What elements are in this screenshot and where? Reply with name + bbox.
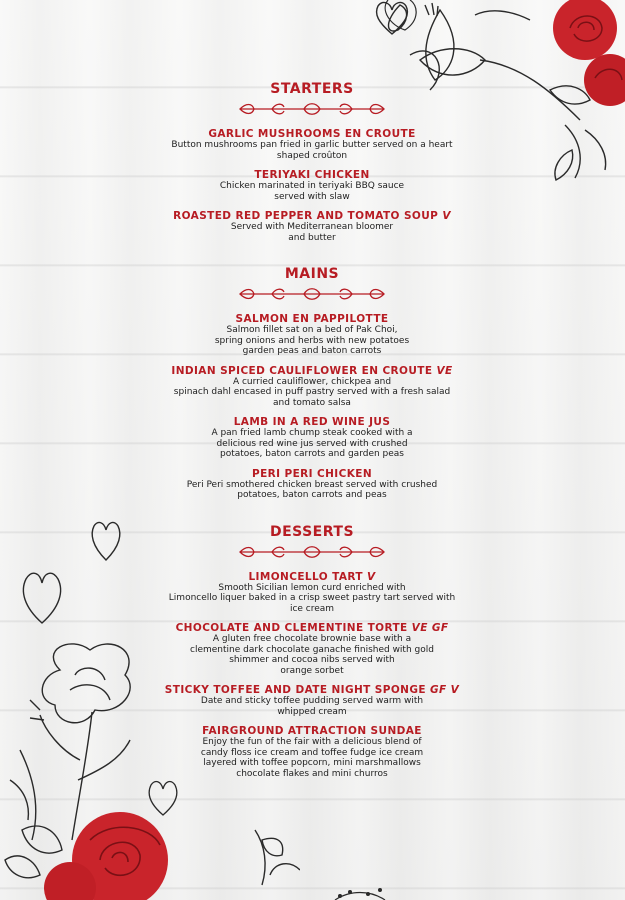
item-description: A pan fried lamb chump steak cooked with a delicious red wine jus served with crushed potatoes, baton carrots and garden peas: [211, 428, 413, 459]
menu-item: [112, 313, 512, 357]
item-name: SALMON EN PAPPILOTTE: [235, 313, 389, 325]
item-name: LIMONCELLO TART V: [248, 570, 376, 583]
section-title: DESSERTS: [269, 523, 355, 540]
sprig-icon: [330, 880, 390, 900]
item-name: GARLIC MUSHROOMS EN CROUTE: [208, 128, 416, 140]
section-title: MAINS: [284, 266, 340, 282]
item-name: PERI PERI CHICKEN: [251, 467, 373, 480]
item-name: TERIYAKI CHICKEN: [254, 169, 370, 181]
menu-item: [112, 571, 512, 615]
item-description: Chicken marinated in teriyaki BBQ sauce served with slaw: [219, 181, 405, 202]
menu-item: [112, 468, 512, 501]
dietary-tag: V: [367, 570, 376, 583]
menu-item: [112, 684, 512, 717]
item-name: LAMB IN A RED WINE JUS: [233, 416, 391, 428]
item-name: CHOCOLATE AND CLEMENTINE TORTE VE GF: [175, 622, 449, 634]
ornamental-divider-icon: [232, 102, 392, 116]
menu-item: [112, 169, 512, 202]
item-description: Salmon fillet sat on a bed of Pak Choi, spring onions and herbs with new potatoes garden peas and baton carrots: [214, 325, 410, 356]
section-desserts: [112, 523, 512, 780]
ornamental-divider-icon: [232, 545, 392, 559]
item-description: Served with Mediterranean bloomer and butter: [230, 222, 394, 243]
item-name: INDIAN SPICED CAULIFLOWER EN CROUTE VE: [171, 364, 453, 377]
item-name: ROASTED RED PEPPER AND TOMATO SOUP V: [173, 210, 451, 222]
menu-item: [112, 210, 512, 243]
item-description: A curried cauliflower, chickpea and spinach dahl encased in puff pastry served with a fresh salad and tomato salsa: [173, 376, 451, 408]
heart-outline-icon: [18, 565, 66, 627]
dietary-tag: V: [442, 210, 451, 222]
menu-item: [112, 622, 512, 676]
menu-item: [112, 725, 512, 779]
item-description: Button mushrooms pan fried in garlic butter served on a heart shaped croûton: [171, 140, 453, 161]
item-description: Date and sticky toffee pudding served warm with whipped cream: [200, 696, 424, 717]
item-description: Peri Peri smothered chicken breast served with crushed potatoes, baton carrots and peas: [186, 479, 438, 500]
dietary-tag: VE: [436, 364, 453, 377]
menu-item: [112, 128, 512, 161]
item-description: Enjoy the fun of the fair with a delicious blend of candy floss ice cream and toffee fudge ice cream layered with toffee popcorn, mini marshmallows chocolate flakes and mini churros: [200, 737, 424, 779]
item-description: A gluten free chocolate brownie base with a clementine dark chocolate ganache finished with gold shimmer and cocoa nibs served with orange sorbet: [190, 634, 434, 676]
heart-outline-icon: [372, 0, 412, 38]
item-description: Smooth Sicilian lemon curd enriched with Limoncello liquer baked in a crisp sweet pastry tart served with ice cream: [168, 582, 456, 614]
section-starters: [112, 80, 512, 243]
dietary-tag: GF V: [430, 684, 460, 696]
ornamental-divider-icon: [232, 287, 392, 301]
section-mains: [112, 265, 512, 501]
menu-item: [112, 416, 512, 460]
section-title: STARTERS: [270, 81, 354, 97]
dietary-tag: VE GF: [411, 622, 449, 634]
item-name: FAIRGROUND ATTRACTION SUNDAE: [202, 725, 422, 737]
menu-item: [112, 365, 512, 409]
menu: [112, 80, 512, 793]
item-name: STICKY TOFFEE AND DATE NIGHT SPONGE GF V: [164, 684, 460, 696]
